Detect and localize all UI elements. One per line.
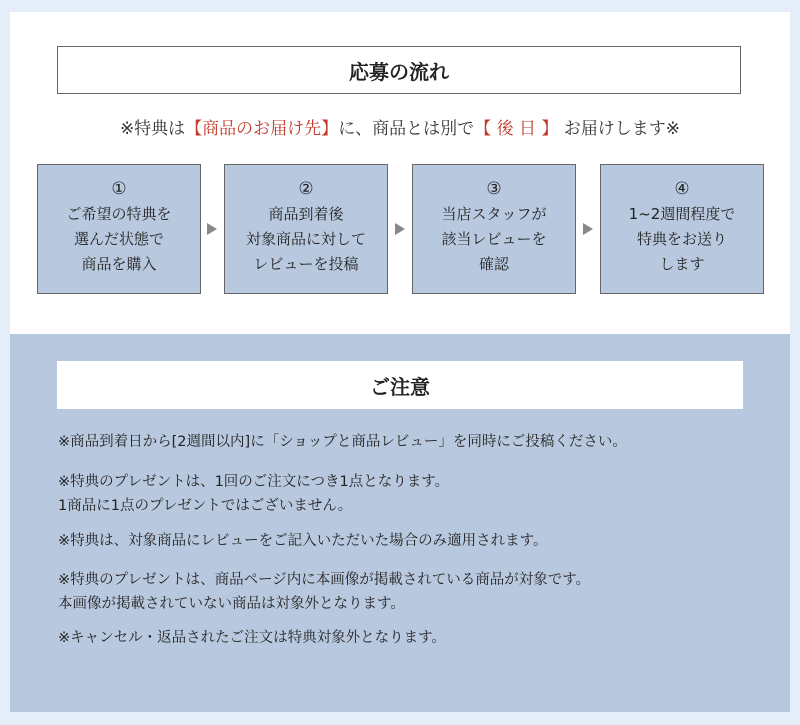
note-line: ※特典は、対象商品にレビューをご記入いただいた場合のみ適用されます。	[58, 533, 548, 549]
step-text-line: 商品到着後	[268, 205, 344, 223]
note-line: 本画像が掲載されていない商品は対象外となります。	[58, 596, 405, 612]
arrow-right-icon	[207, 223, 217, 235]
step-text-line: 商品を購入	[81, 255, 157, 273]
delivery-notice	[10, 114, 790, 139]
notice-text-2: に、商品とは別で	[338, 119, 475, 139]
step-number: ①	[111, 179, 127, 199]
step-text-line: 当店スタッフが	[441, 205, 547, 223]
arrow-right-icon	[395, 223, 405, 235]
flow-step-2	[224, 164, 388, 294]
caution-note-4	[58, 568, 590, 616]
step-text-line: ご希望の特典を	[66, 205, 172, 223]
caution-note-5	[58, 626, 446, 650]
step-number: ④	[674, 179, 690, 199]
flow-step-1	[37, 164, 201, 294]
caution-note-2	[58, 470, 449, 518]
note-line: ※キャンセル・返品されたご注文は特典対象外となります。	[58, 630, 446, 646]
notice-text-3: お届けします※	[563, 119, 681, 139]
flow-panel	[10, 12, 790, 334]
note-line: 1商品に1点のプレゼントではございません。	[58, 498, 353, 514]
arrow-right-icon	[583, 223, 593, 235]
note-line: ※商品到着日から[2週間以内]に「ショップと商品レビュー」を同時にご投稿ください。	[58, 434, 627, 450]
flow-step-3	[412, 164, 576, 294]
step-text-line: 特典をお送り	[636, 230, 727, 248]
caution-note-3	[58, 529, 548, 553]
step-text-line: 1~2週間程度で	[628, 205, 736, 223]
note-line: ※特典のプレゼントは、1回のご注文につき1点となります。	[58, 474, 450, 490]
caution-note-1	[58, 430, 627, 454]
step-text-line: 該当レビューを	[441, 230, 547, 248]
step-number: ③	[486, 179, 502, 199]
step-text-line: 確認	[478, 255, 509, 273]
note-line: ※特典のプレゼントは、商品ページ内に本画像が掲載されている商品が対象です。	[58, 572, 591, 588]
step-text-line: 選んだ状態で	[73, 230, 164, 248]
caution-panel	[10, 334, 790, 712]
flow-step-4	[600, 164, 764, 294]
notice-text-1: ※特典は	[119, 119, 186, 139]
step-text-line: レビューを投稿	[253, 255, 359, 273]
step-number: ②	[298, 179, 314, 199]
step-text-line: します	[659, 255, 705, 273]
notice-highlight-later-date: 【 後 日 】	[474, 119, 559, 139]
caution-title: ご注意	[57, 361, 743, 409]
flow-title: 応募の流れ	[57, 46, 741, 94]
step-text-line: 対象商品に対して	[245, 230, 366, 248]
notice-highlight-destination: 【商品のお届け先】	[185, 119, 339, 139]
